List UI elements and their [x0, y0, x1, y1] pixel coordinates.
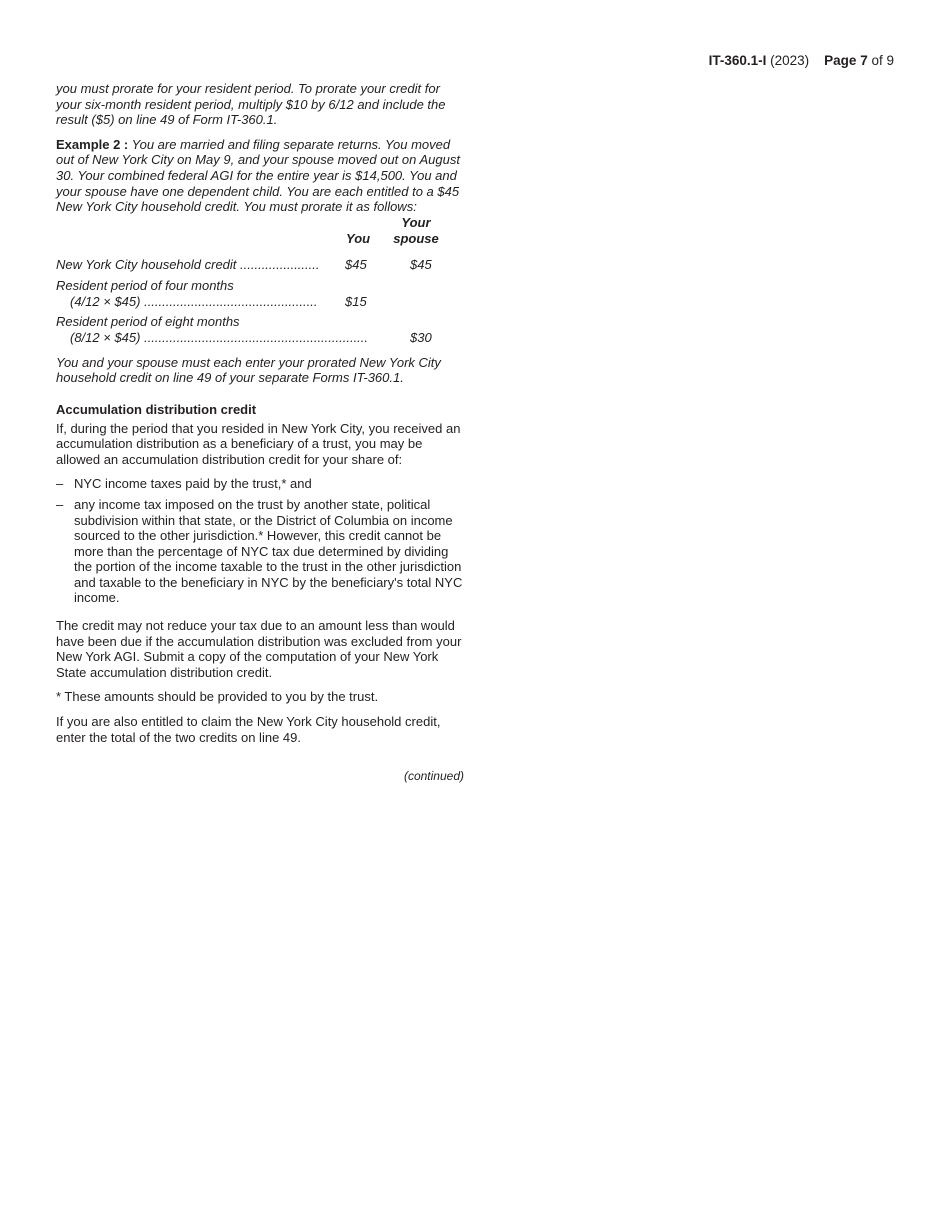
row-sublabel: (8/12 × $45) .............................................................. — [70, 329, 369, 345]
value-you: $15 — [345, 293, 367, 309]
section-heading: Accumulation distribution credit — [56, 401, 257, 417]
table-row-continuation — [56, 294, 464, 310]
household-note: If you are also entitled to claim the New York City household credit, enter the total of the two credits on line 49. — [56, 714, 441, 745]
list-item-text: any income tax imposed on the trust by another state, political subdivision within that state, or the District of Columbia on income sourced to the other jurisdiction.* However, this credit cannot be more than the percentage of NYC tax due determined by dividing the portion of the income taxable to the trust in the other jurisdiction and taxable to the beneficiary in NYC by the beneficiary's total NYC income. — [74, 496, 463, 606]
column-header-spouse-line1: Your — [401, 214, 431, 230]
dash-marker: – — [56, 476, 64, 492]
accumulation-list — [56, 476, 464, 606]
row-label: Resident period of eight months — [56, 313, 240, 329]
page-total: of 9 — [871, 53, 894, 68]
table-row — [56, 278, 464, 294]
column-header-you: You — [346, 230, 371, 246]
intro-paragraph: you must prorate for your resident period. To prorate your credit for your six-month resident period, multiply $10 by 6/12 and include the result ($5) on line 49 of Form IT-360.1. — [56, 81, 446, 128]
example-2-closing: You and your spouse must each enter your prorated New York City household credit on line 49 of your separate Forms IT-360.1. — [56, 354, 441, 386]
page-header — [709, 53, 894, 69]
continued-label: (continued) — [403, 769, 464, 784]
form-year: (2023) — [770, 53, 810, 68]
column-header-spouse-line2: spouse — [393, 230, 439, 246]
list-item — [56, 497, 464, 606]
form-number: IT-360.1-I — [708, 53, 767, 68]
table-row-continuation — [56, 330, 464, 346]
example-2-label: Example 2 : — [56, 136, 129, 152]
accumulation-intro: If, during the period that you resided in New York City, you received an accumulation distribution as a beneficiary of a trust, you may be allowed an accumulation distribution credit for your share of: — [56, 420, 461, 467]
value-spouse: $30 — [410, 329, 432, 345]
list-item — [56, 476, 464, 492]
limit-paragraph: The credit may not reduce your tax due to an amount less than would have been due if the accumulation distribution was excluded from your New York AGI. Submit a copy of the computation of your New York State accumulation distribution credit. — [56, 618, 462, 680]
row-sublabel: (4/12 × $45) ................................................ — [70, 293, 318, 309]
footnote: * These amounts should be provided to you by the trust. — [56, 689, 379, 705]
value-you: $45 — [345, 256, 367, 272]
list-item-text: NYC income taxes paid by the trust,* and — [74, 476, 312, 492]
left-column — [56, 81, 464, 785]
column-header-spouse — [390, 215, 442, 247]
value-spouse: $45 — [410, 256, 432, 272]
example-2-paragraph — [56, 137, 464, 215]
table-row — [56, 257, 464, 273]
dash-marker: – — [56, 496, 64, 512]
page-number: Page 7 — [824, 53, 868, 68]
table-header — [56, 215, 464, 249]
example-2-text: You are married and filing separate returns. You moved out of New York City on May 9, and your spouse moved out on August 30. Your combined federal AGI for the entire year is $14,500. You and your spouse have one dependent child. You are each entitled to a $45 New York City household credit. You must prorate it as follows: — [56, 136, 460, 215]
proration-table — [56, 215, 464, 346]
table-row — [56, 314, 464, 330]
row-label: Resident period of four months — [56, 277, 234, 293]
row-label: New York City household credit ...................... — [56, 256, 320, 272]
